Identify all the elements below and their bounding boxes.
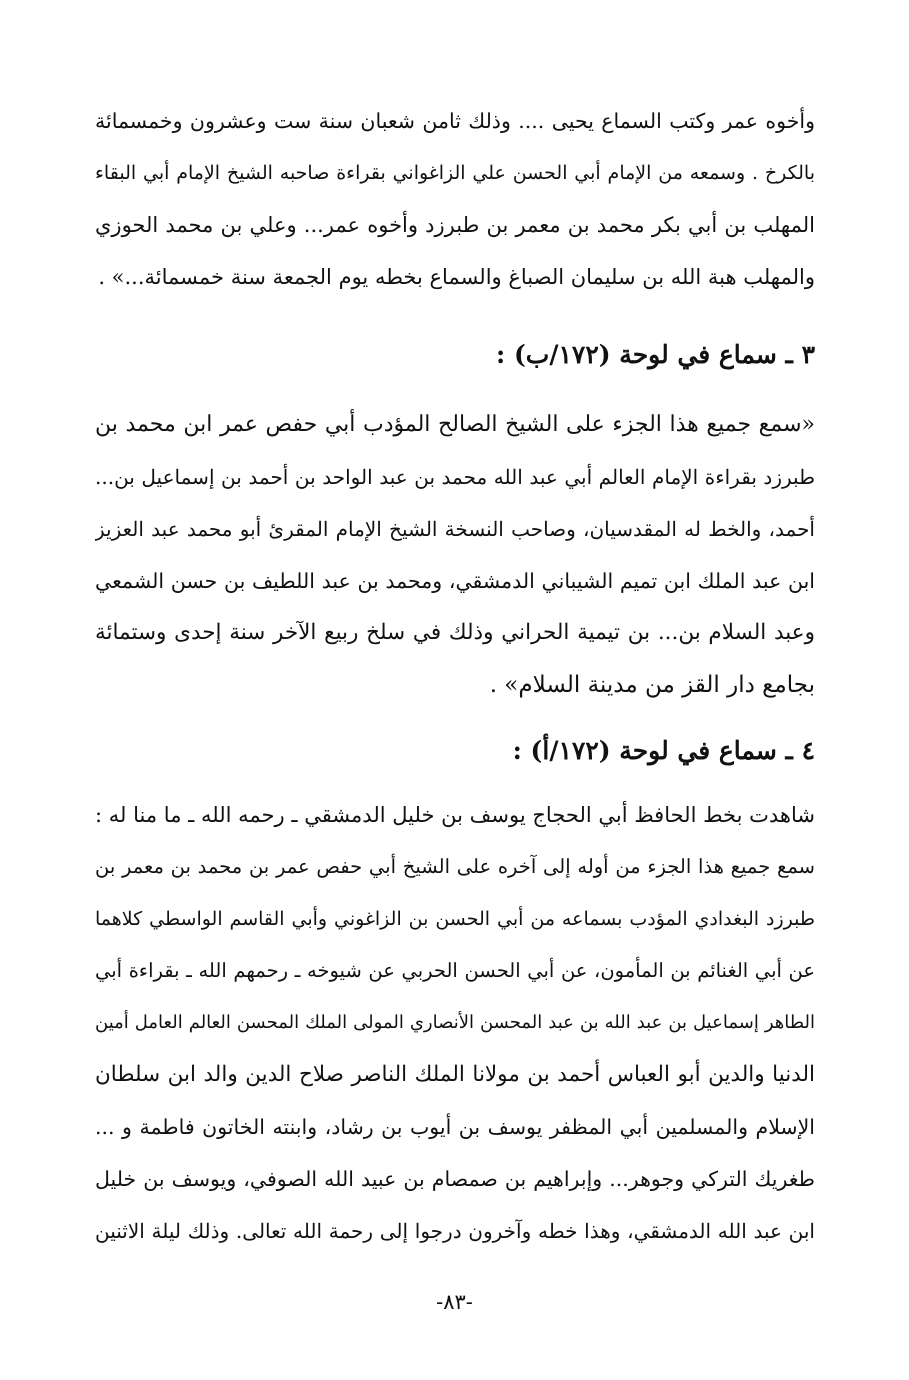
text-line: بجامع دار القز من مدينة السلام» . bbox=[489, 672, 815, 698]
text-line: الدنيا والدين أبو العباس أحمد بن مولانا الملك الناصر صلاح الدين والد ابن سلطان bbox=[95, 1062, 815, 1087]
section-heading-3: ٣ ـ سماع في لوحة (١٧٢/ب) : bbox=[496, 340, 815, 369]
text-line: شاهدت بخط الحافظ أبي الحجاج يوسف بن خليل الدمشقي ـ رحمه الله ـ ما منا له : bbox=[95, 803, 815, 827]
text-line: طغريك التركي وجوهر... وإبراهيم بن صمصام بن عبيد الله الصوفي، ويوسف بن خليل bbox=[95, 1167, 815, 1191]
section-heading-4: ٤ ـ سماع في لوحة (١٧٢/أ) : bbox=[512, 736, 815, 765]
document-page bbox=[95, 95, 815, 1295]
text-line: وعبد السلام بن... بن تيمية الحراني وذلك في سلخ ربيع الآخر سنة إحدى وستمائة bbox=[95, 620, 815, 645]
text-line: المهلب بن أبي بكر محمد بن معمر بن طبرزد وأخوه عمر... وعلي بن محمد الحوزي bbox=[95, 213, 815, 237]
text-line: وأخوه عمر وكتب السماع يحيى .... وذلك ثامن شعبان سنة ست وعشرون وخمسمائة bbox=[95, 109, 815, 133]
text-line: ابن عبد الله الدمشقي، وهذا خطه وآخرون درجوا إلى رحمة الله تعالى. وذلك ليلة الاثنين bbox=[95, 1219, 815, 1243]
text-line: والمهلب هبة الله بن سليمان الصباغ والسماع بخطه يوم الجمعة سنة خمسمائة...» . bbox=[98, 265, 815, 289]
text-line: أحمد، والخط له المقدسيان، وصاحب النسخة الشيخ الإمام المقرئ أبو محمد عبد العزيز bbox=[95, 517, 815, 541]
text-line: بالكرخ . وسمعه من الإمام أبي الحسن علي الزاغواني بقراءة صاحبه الشيخ الإمام أبي البقاء bbox=[95, 162, 815, 184]
text-line: طبرزد بقراءة الإمام العالم أبي عبد الله محمد بن عبد الواحد بن أحمد بن إسماعيل بن... bbox=[95, 465, 815, 489]
text-line: الإسلام والمسلمين أبي المظفر يوسف بن أيوب بن رشاد، وابنته الخاتون فاطمة و ... bbox=[95, 1115, 815, 1139]
text-line: سمع جميع هذا الجزء من أوله إلى آخره على الشيخ أبي حفص عمر بن محمد بن معمر بن bbox=[95, 855, 815, 878]
text-line: طبرزد البغدادي المؤدب بسماعه من أبي الحسن بن الزاغوني وأبي القاسم الواسطي كلاهما bbox=[95, 908, 815, 930]
text-line: «سمع جميع هذا الجزء على الشيخ الصالح المؤدب أبي حفص عمر ابن محمد بن bbox=[95, 412, 815, 437]
text-line: ابن عبد الملك ابن تميم الشيباني الدمشقي، ومحمد بن عبد اللطيف بن حسن الشمعي bbox=[95, 569, 815, 593]
text-line: عن أبي الغنائم بن المأمون، عن أبي الحسن الحربي عن شيوخه ـ رحمهم الله ـ بقراءة أبي bbox=[95, 959, 815, 982]
page-number: -٨٣- bbox=[436, 1290, 473, 1314]
text-line: الطاهر إسماعيل بن عبد الله بن عبد المحسن الأنصاري المولى الملك المحسن العالم العامل أمين bbox=[95, 1012, 815, 1033]
